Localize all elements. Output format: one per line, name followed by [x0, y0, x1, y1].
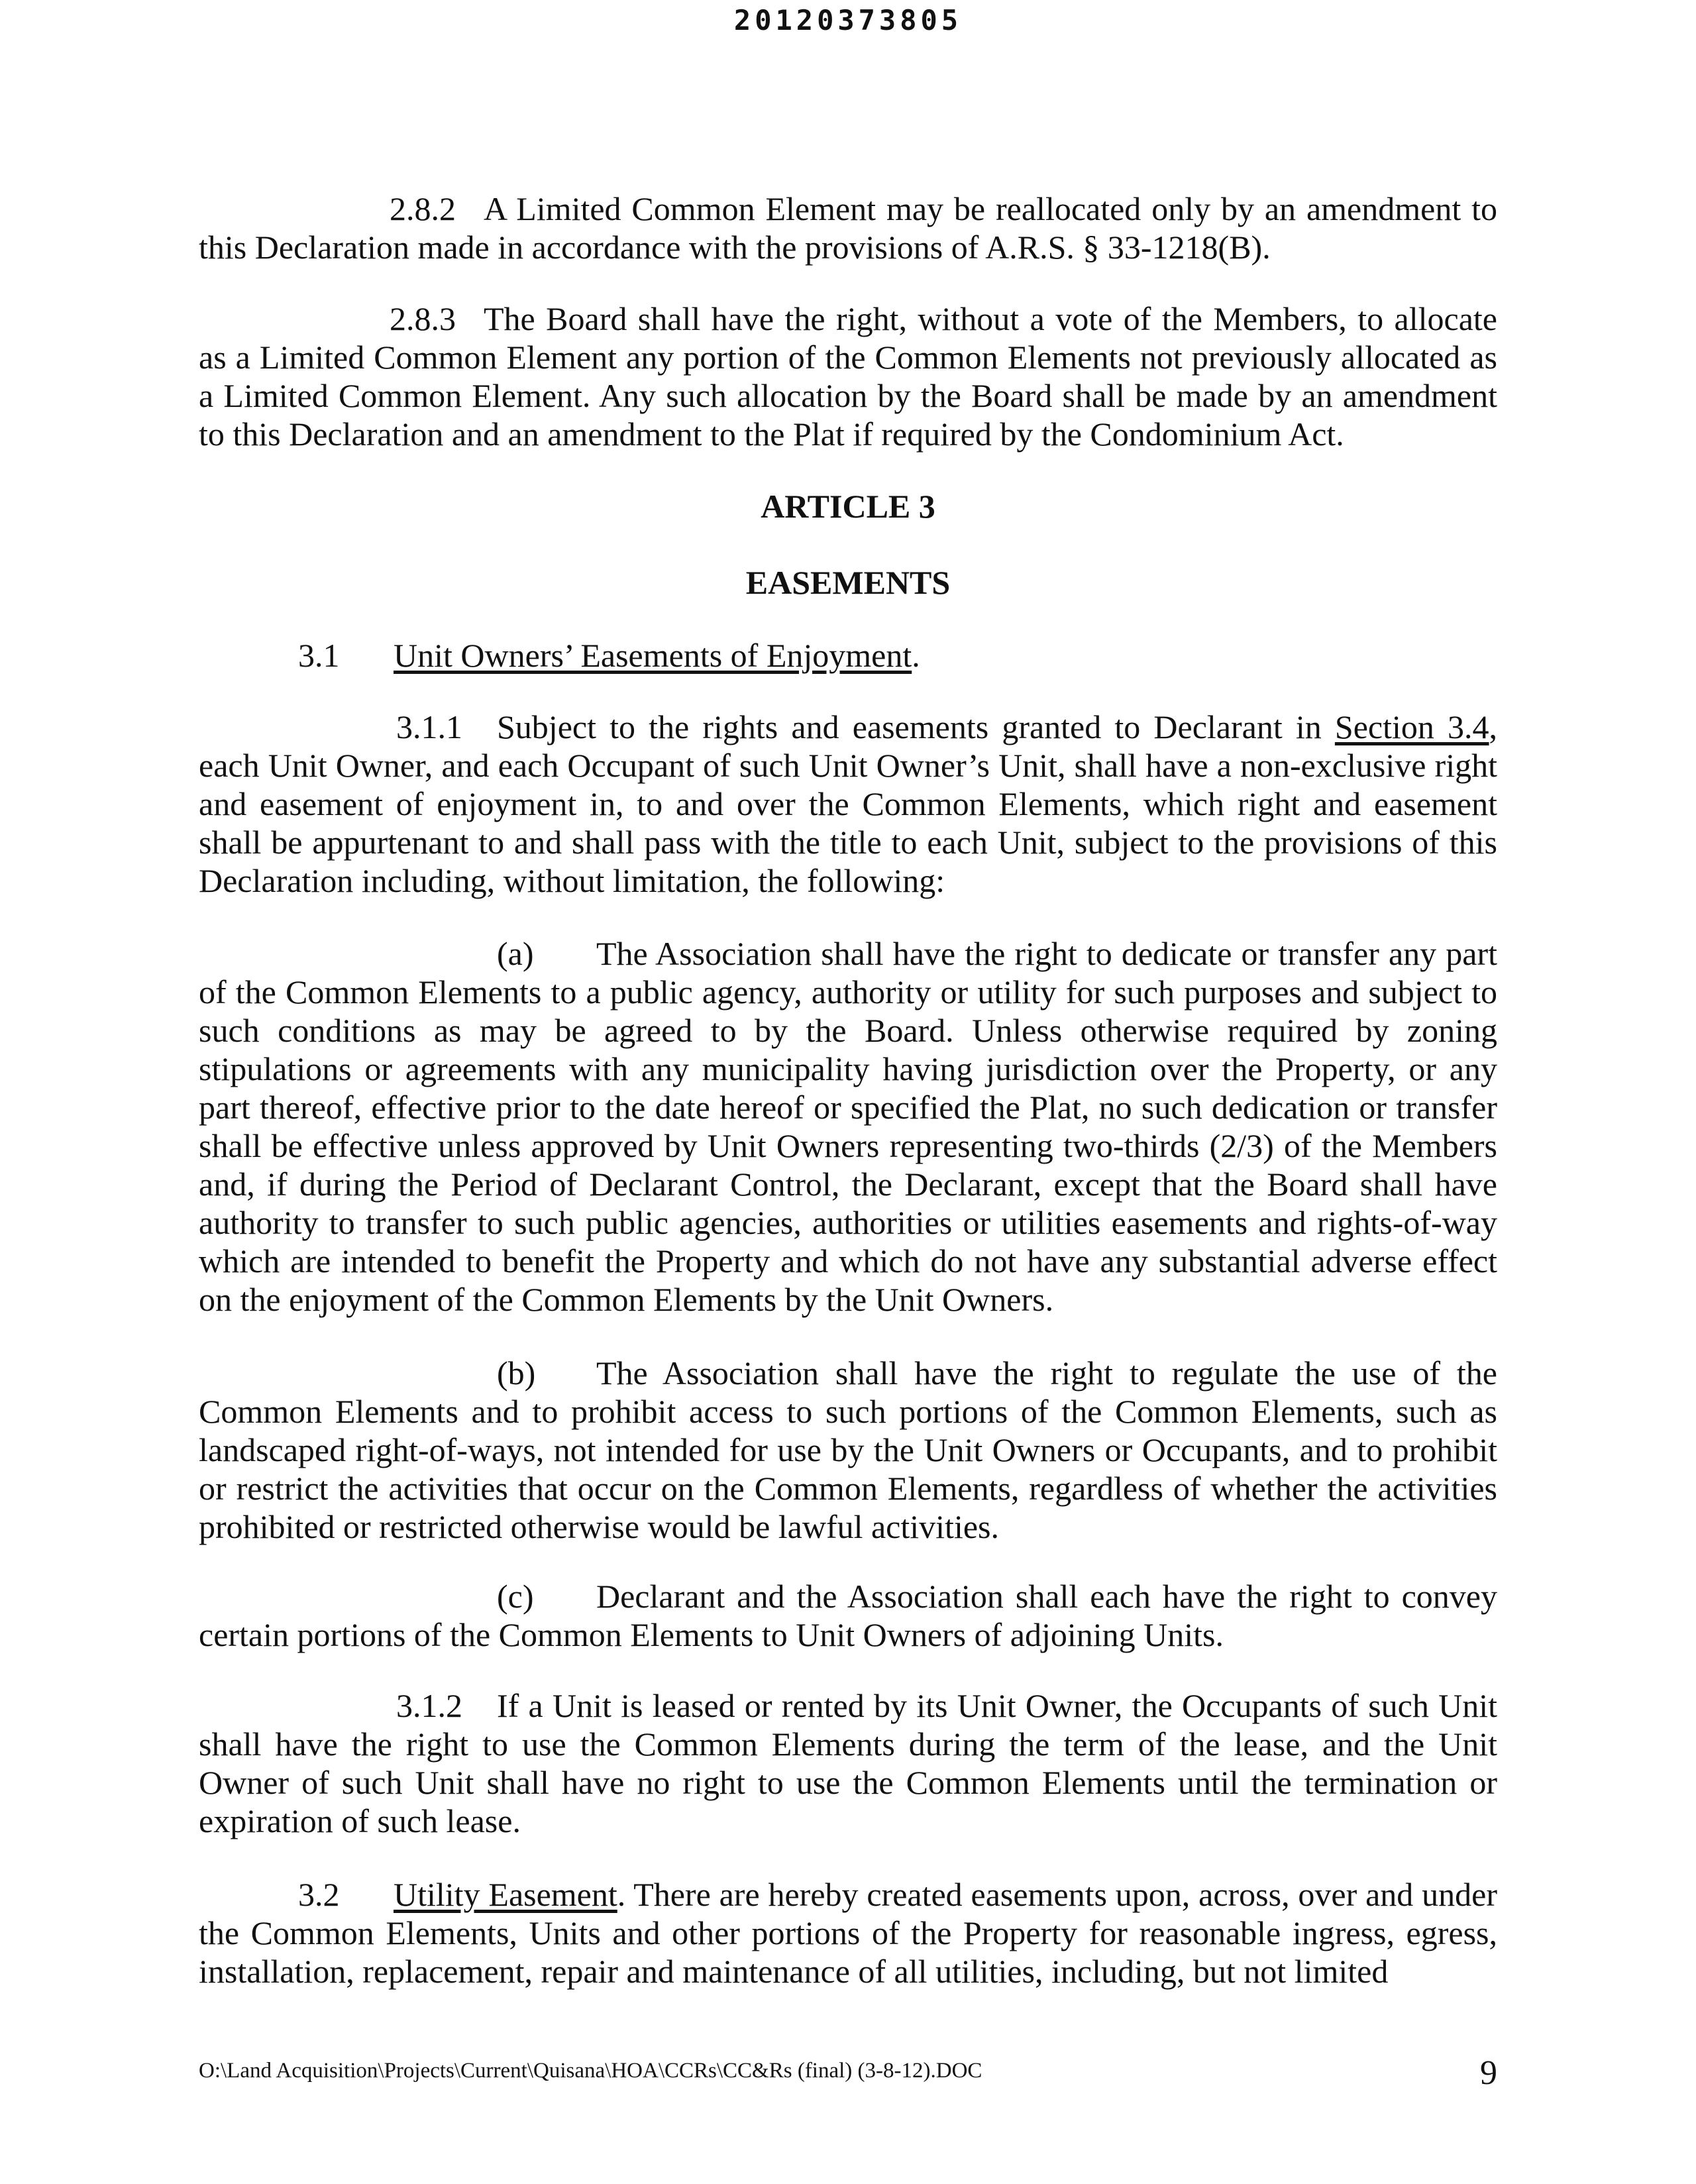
section-3-1-heading	[199, 636, 1497, 675]
section-title: Unit Owners’ Easements of Enjoyment	[394, 637, 912, 674]
paragraph-text: . There are hereby created easements upon, across, over and under the Common Elements, Units and other portions of the Property for reasonable ingress, egress, installation, replacement, repair and maintenance of all utilities, including, but not limited	[199, 1876, 1497, 1990]
section-number: 2.8.3	[390, 300, 456, 337]
page-number: 9	[1480, 2054, 1497, 2092]
section-number: 3.2	[298, 1876, 340, 1913]
document-number: 20120373805	[733, 4, 963, 36]
item-label: (b)	[497, 1354, 536, 1392]
paragraph-2-8-3	[199, 300, 1497, 453]
paragraph-text: The Association shall have the right to dedicate or transfer any part of the Common Elements to a public agency, authority or utility for such purposes and subject to such conditions as may be agreed to by the Board. Unless otherwise required by zoning stipulations or agreements with any municipality having jurisdiction over the Property, or any part thereof, effective prior to the date hereof or specified the Plat, no such dedication or transfer shall be effective unless approved by Unit Owners representing two-thirds (2/3) of the Members and, if during the Period of Declarant Control, the Declarant, except that the Board shall have authority to transfer to such public agencies, authorities or utilities easements and rights-of-way which are intended to benefit the Property and which do not have any substantial adverse effect on the enjoyment of the Common Elements by the Unit Owners.	[199, 935, 1497, 1318]
article-title: EASEMENTS	[745, 564, 951, 601]
paragraph-text: The Board shall have the right, without a vote of the Members, to allocate as a Limited Common Element any portion of the Common Elements not previously allocated as a Limited Common Element. Any such allocation by the Board shall be made by an amendment to this Declaration and an amendment to the Plat if required by the Condominium Act.	[199, 300, 1497, 453]
section-number: 3.1	[298, 637, 340, 674]
paragraph-text-continued: , each Unit Owner, and each Occupant of such Unit Owner’s Unit, shall have a non-exclusive right and easement of enjoyment in, to and over the Common Elements, which right and easement shall be appurtenant to and shall pass with the title to each Unit, subject to the provisions of this Declaration including, without limitation, the following:	[199, 708, 1498, 899]
footer-file-path: O:\Land Acquisition\Projects\Current\Quisana\HOA\CCRs\CC&Rs (final) (3-8-12).DOC	[199, 2059, 982, 2083]
paragraph-2-8-2	[199, 190, 1497, 266]
section-number: 3.1.1	[396, 708, 462, 745]
section-title-period: .	[912, 637, 920, 674]
section-reference-link[interactable]: Section 3.4	[1334, 708, 1489, 745]
section-number: 3.1.2	[396, 1687, 462, 1724]
paragraph-3-1-2	[199, 1686, 1497, 1840]
paragraph-3-1-1-a	[199, 934, 1497, 1319]
paragraph-3-2	[199, 1875, 1497, 1991]
paragraph-3-1-1	[199, 708, 1497, 900]
paragraph-3-1-1-b	[199, 1354, 1497, 1546]
paragraph-text: Declarant and the Association shall each have the right to convey certain portions of the Common Elements to Unit Owners of adjoining Units.	[199, 1578, 1497, 1653]
article-number: ARTICLE 3	[761, 488, 935, 525]
paragraph-text: Subject to the rights and easements granted to Declarant in	[497, 708, 1322, 745]
paragraph-text: The Association shall have the right to regulate the use of the Common Elements and to prohibit access to such portions of the Common Elements, such as landscaped right-of-ways, not intended for use by the Unit Owners or Occupants, and to prohibit or restrict the activities that occur on the Common Elements, regardless of whether the activities prohibited or restricted otherwise would be lawful activities.	[199, 1354, 1497, 1545]
paragraph-text: If a Unit is leased or rented by its Unit Owner, the Occupants of such Unit shall have the right to use the Common Elements during the term of the lease, and the Unit Owner of such Unit shall have no right to use the Common Elements until the termination or expiration of such lease.	[199, 1687, 1497, 1839]
item-label: (a)	[497, 935, 534, 972]
section-title: Utility Easement	[394, 1876, 617, 1913]
item-label: (c)	[497, 1578, 534, 1615]
paragraph-3-1-1-c	[199, 1577, 1497, 1654]
paragraph-text: A Limited Common Element may be reallocated only by an amendment to this Declaration made in accordance with the provisions of A.R.S. § 33-1218(B).	[199, 190, 1497, 266]
section-number: 2.8.2	[390, 190, 456, 227]
